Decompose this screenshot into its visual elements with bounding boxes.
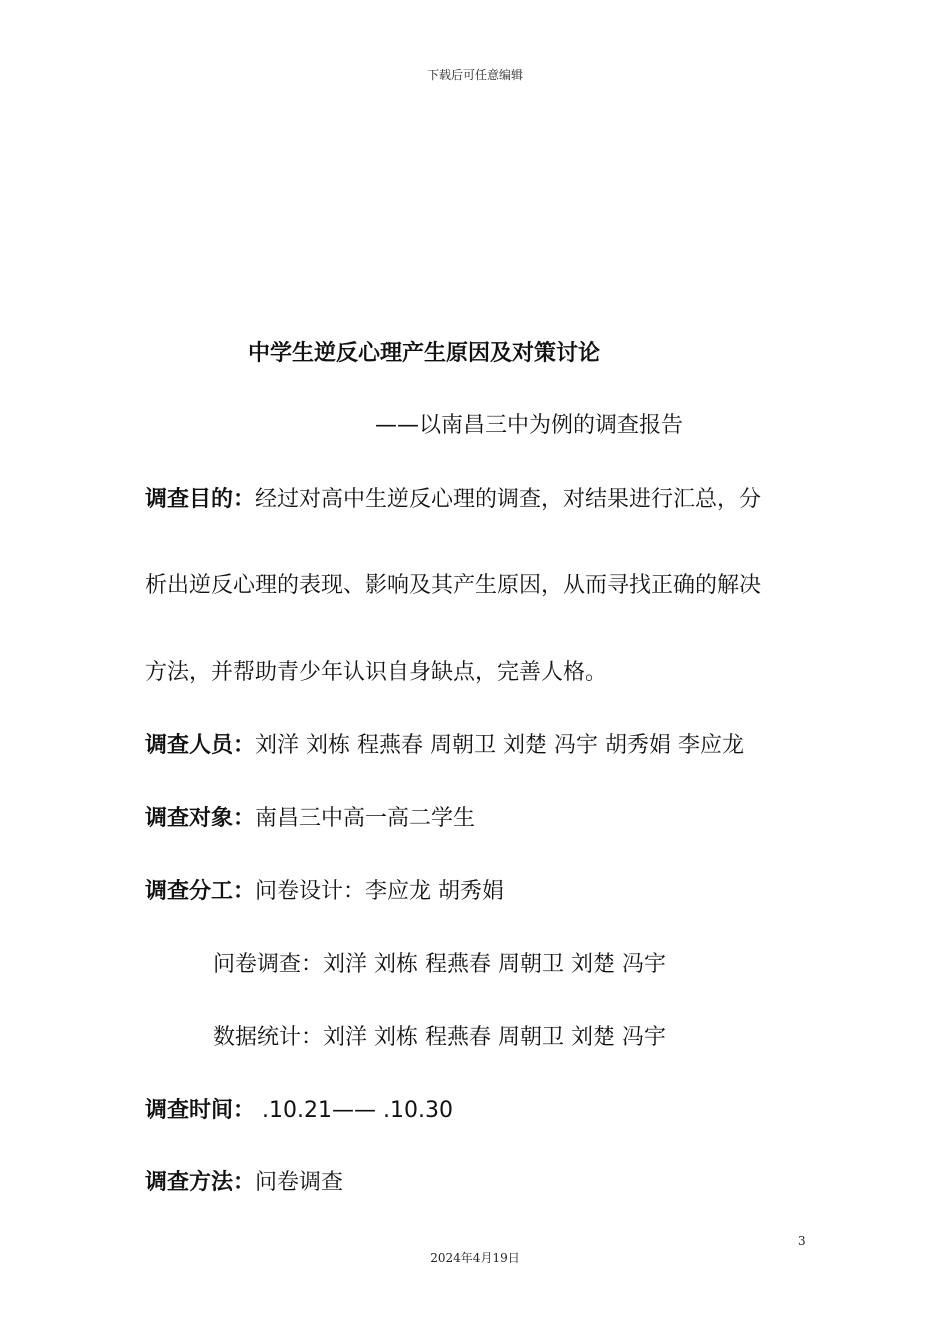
division-survey: 问卷调查：刘洋 刘栋 程燕春 周朝卫 刘楚 冯宇: [213, 952, 666, 977]
purpose-line-1: [145, 482, 761, 513]
division-stats: 数据统计：刘洋 刘栋 程燕春 周朝卫 刘楚 冯宇: [213, 1025, 666, 1050]
header-note: 下载后可任意编辑: [426, 68, 523, 82]
document-title: 中学生逆反心理产生原因及对策讨论: [248, 341, 601, 366]
footer-date: 2024年4月19日: [430, 1251, 520, 1265]
purpose-line-3: 方法，并帮助青少年认识自身缺点，完善人格。: [145, 660, 608, 685]
target-value: 南昌三中高一高二学生: [255, 806, 476, 831]
method-value: 问卷调查: [255, 1170, 344, 1195]
method-line: [145, 1165, 343, 1196]
time-label: 调查时间：: [145, 1098, 256, 1123]
page-number: 3: [798, 1234, 806, 1248]
purpose-text-1: 经过对高中生逆反心理的调查，对结果进行汇总，分: [255, 487, 762, 512]
members-line: [145, 728, 744, 759]
purpose-line-2: 析出逆反心理的表现、影响及其产生原因，从而寻找正确的解决: [145, 573, 762, 598]
time-line: [145, 1093, 453, 1124]
method-label: 调查方法：: [145, 1170, 256, 1195]
members-value: 刘洋 刘栋 程燕春 周朝卫 刘楚 冯宇 胡秀娟 李应龙: [255, 733, 744, 758]
document-subtitle: ——以南昌三中为例的调查报告: [375, 413, 684, 438]
division-design: 问卷设计：李应龙 胡秀娟: [255, 879, 505, 904]
target-label: 调查对象：: [145, 806, 256, 831]
time-value: .10.21—— .10.30: [255, 1098, 453, 1123]
purpose-label: 调查目的：: [145, 487, 256, 512]
division-label: 调查分工：: [145, 879, 256, 904]
target-line: [145, 801, 475, 832]
division-line: [145, 874, 504, 905]
members-label: 调查人员：: [145, 733, 256, 758]
